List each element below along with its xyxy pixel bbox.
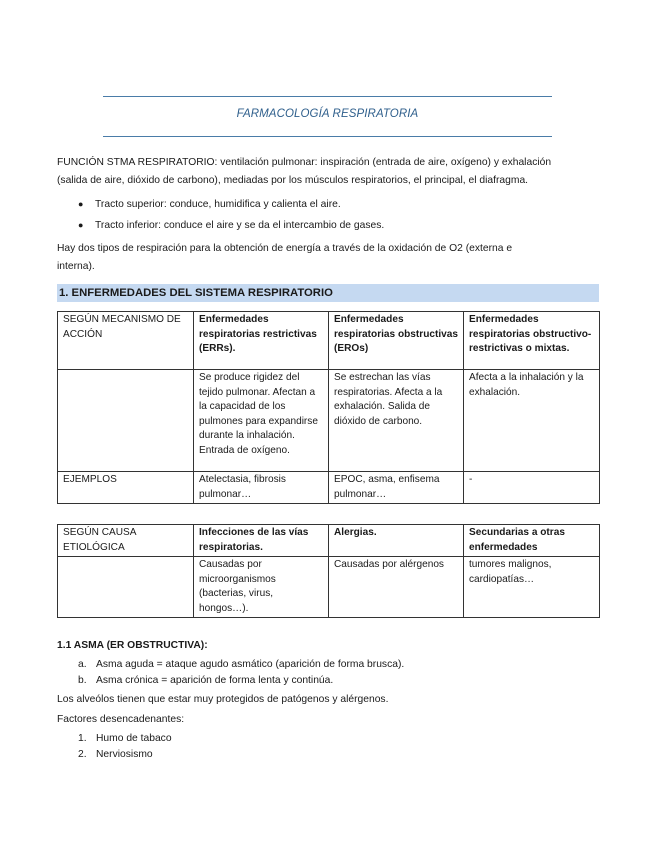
factores-label: Factores desencadenantes: <box>57 714 185 725</box>
bullet-text: Tracto superior: conduce, humidifica y calienta el aire. <box>95 199 341 210</box>
respiration-paragraph <box>57 240 599 276</box>
list-item <box>57 731 597 747</box>
table-header-cell: Enfermedades respiratorias restrictivas (ERRs). <box>194 312 329 370</box>
table-cell: - <box>464 472 600 504</box>
table-cell <box>58 557 194 618</box>
section-heading-asma: 1.1 ASMA (ER OBSTRUCTIVA): <box>57 640 208 651</box>
etiology-table <box>57 524 600 618</box>
list-item-text: Asma crónica = aparición de forma lenta y continúa. <box>96 675 334 686</box>
title-bottom-rule <box>103 136 552 137</box>
table-row <box>58 370 600 472</box>
list-marker: b. <box>78 675 87 686</box>
table-header-cell: Alergias. <box>329 525 464 557</box>
intro-line-1: FUNCIÓN STMA RESPIRATORIO: ventilación pulmonar: inspiración (entrada de aire, oxígeno) y exhalación <box>57 157 552 168</box>
table-cell: EPOC, asma, enfisema pulmonar… <box>329 472 464 504</box>
table-cell: Se produce rigidez del tejido pulmonar. Afectan a la capacidad de los pulmones para expandirse durante la inhalación. Entrada de oxígeno. <box>194 370 329 472</box>
table-header-cell: Secundarias a otras enfermedades <box>464 525 600 557</box>
table-cell <box>58 370 194 472</box>
list-marker: 1. <box>78 733 87 744</box>
table-row <box>58 472 600 504</box>
bullet-icon: ● <box>78 220 84 230</box>
table-row <box>58 312 600 370</box>
title-top-rule <box>103 96 552 97</box>
table-cell: Causadas por alérgenos <box>329 557 464 618</box>
list-item <box>57 747 597 763</box>
list-marker: a. <box>78 659 87 670</box>
table-row <box>58 525 600 557</box>
table-cell: Afecta a la inhalación y la exhalación. <box>464 370 600 472</box>
table-cell: tumores malignos, cardiopatías… <box>464 557 600 618</box>
table-cell: EJEMPLOS <box>58 472 194 504</box>
table-header-cell: Enfermedades respiratorias obstructivo-restrictivas o mixtas. <box>464 312 600 370</box>
bullet-icon: ● <box>78 199 84 209</box>
list-item <box>57 215 597 236</box>
document-title: FARMACOLOGÍA RESPIRATORIA <box>236 108 419 120</box>
list-item <box>57 657 597 673</box>
section-heading-enfermedades: 1. ENFERMEDADES DEL SISTEMA RESPIRATORIO <box>57 284 599 302</box>
respiration-line-2: interna). <box>57 261 95 272</box>
respiration-line-1: Hay dos tipos de respiración para la obtención de energía a través de la oxidación de O2 (externa e <box>57 243 513 254</box>
table-cell: Atelectasia, fibrosis pulmonar… <box>194 472 329 504</box>
list-item <box>57 673 597 689</box>
intro-line-2: (salida de aire, dióxido de carbono), mediadas por los músculos respiratorios, el principal, el diafragma. <box>57 175 529 186</box>
factores-list <box>57 731 597 763</box>
table-cell: SEGÚN CAUSA ETIOLÓGICA <box>58 525 194 557</box>
mechanism-table <box>57 311 600 504</box>
asma-types-list <box>57 657 597 689</box>
tract-bullet-list <box>57 194 597 236</box>
table-cell: Se estrechan las vías respiratorias. Afecta a la exhalación. Salida de dióxido de carbono. <box>329 370 464 472</box>
table-cell: Causadas por microorganismos (bacterias, virus, hongos…). <box>194 557 329 618</box>
table-header-cell: Infecciones de las vías respiratorias. <box>194 525 329 557</box>
list-item-text: Humo de tabaco <box>96 733 172 744</box>
table-cell: SEGÚN MECANISMO DE ACCIÓN <box>58 312 194 370</box>
alveolos-paragraph: Los alveólos tienen que estar muy protegidos de patógenos y alérgenos. <box>57 694 389 705</box>
list-item-text: Nerviosismo <box>96 749 153 760</box>
list-item <box>57 194 597 215</box>
list-item-text: Asma aguda = ataque agudo asmático (aparición de forma brusca). <box>96 659 405 670</box>
table-header-cell: Enfermedades respiratorias obstructivas (EROs) <box>329 312 464 370</box>
table-row <box>58 557 600 618</box>
list-marker: 2. <box>78 749 87 760</box>
intro-paragraph <box>57 154 599 190</box>
bullet-text: Tracto inferior: conduce el aire y se da el intercambio de gases. <box>95 220 385 231</box>
